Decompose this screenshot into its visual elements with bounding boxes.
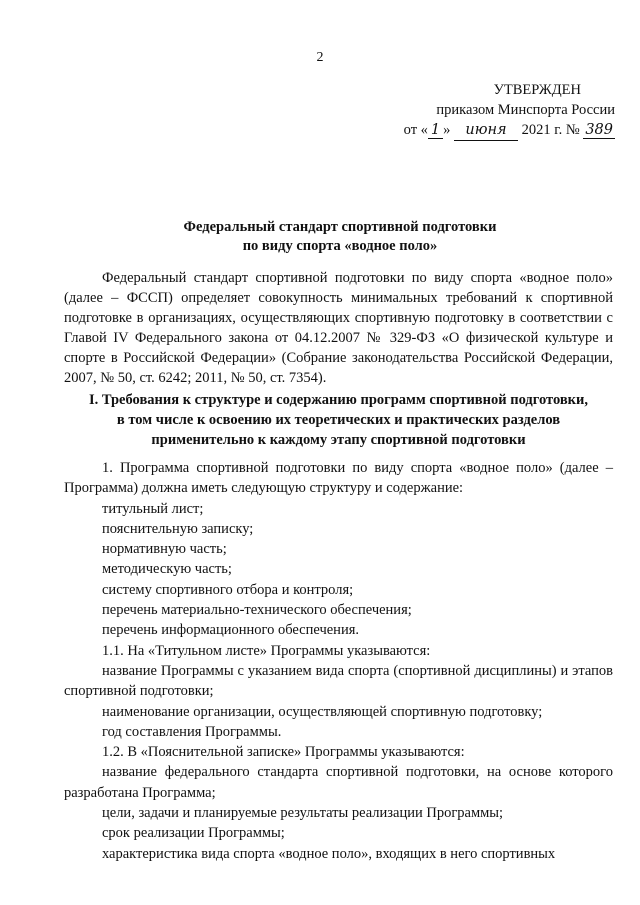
- date-suffix: »: [443, 122, 451, 138]
- year-number-label: 2021 г. №: [521, 122, 580, 138]
- list-item: цели, задачи и планируемые результаты реализации Программы;: [102, 805, 504, 822]
- section-heading-line-2: в том числе к освоению их теоретических и практических разделов: [116, 412, 561, 428]
- requirements-list: [64, 458, 613, 864]
- approval-block: [380, 80, 615, 141]
- list-item: наименование организации, осуществляющей спортивную подготовку;: [102, 703, 543, 720]
- handwritten-month: июня: [454, 120, 518, 141]
- approval-order: приказом Минспорта России: [436, 102, 615, 118]
- list-item: название Программы с указанием вида спорта (спортивной дисциплины) и этапов спортивной подготовки;: [64, 662, 613, 700]
- list-item: методическую часть;: [102, 561, 232, 578]
- list-item: характеристика вида спорта «водное поло», входящих в него спортивных: [102, 845, 556, 862]
- list-item: 1. Программа спортивной подготовки по виду спорта «водное поло» (далее – Программа) должна иметь следующую структуру и содержание:: [64, 460, 613, 497]
- list-item: название федерального стандарта спортивной подготовки, на основе которого разработана Программа;: [64, 764, 613, 801]
- list-item: 1.2. В «Пояснительной записке» Программы указываются:: [102, 744, 465, 761]
- document-title-line-2: по виду спорта «водное поло»: [242, 238, 438, 254]
- date-prefix: от «: [403, 122, 428, 138]
- handwritten-day: 1: [428, 122, 443, 139]
- approval-title: УТВЕРЖДЕН: [493, 82, 581, 98]
- list-item: перечень информационного обеспечения.: [102, 622, 359, 639]
- list-item: 1.1. На «Титульном листе» Программы указываются:: [102, 642, 431, 659]
- section-heading: [64, 390, 613, 450]
- list-item: титульный лист;: [102, 500, 204, 517]
- list-item: год составления Программы.: [102, 723, 282, 740]
- handwritten-number: 389: [585, 122, 613, 138]
- list-item: систему спортивного отбора и контроля;: [102, 581, 354, 598]
- section-heading-line-3: применительно к каждому этапу спортивной подготовки: [151, 432, 526, 448]
- list-item: перечень материально-технического обеспечения;: [102, 602, 412, 619]
- list-item: срок реализации Программы;: [102, 825, 285, 842]
- list-item: нормативную часть;: [102, 541, 227, 558]
- list-item: пояснительную записку;: [102, 520, 254, 537]
- page-number: 2: [316, 50, 324, 65]
- section-heading-line-1: I. Требования к структуре и содержанию программ спортивной подготовки,: [88, 392, 589, 408]
- intro-paragraph: Федеральный стандарт спортивной подготовки по виду спорта «водное поло» (далее – ФССП) определяет совокупность минимальных требований к спортивной подготовке в организациях, осуществляющих спортивную подготовку в соответствии с Главой IV Федерального закона от 04.12.2007 № 329-ФЗ «О физической культуре и спорте в Российской Федерации» (Собрание законодательства Российской Федерации, 2007, № 50, ст. 6242; 2011, № 50, ст. 7354).: [64, 270, 613, 386]
- approval-date-line: [380, 120, 615, 141]
- document-title-line-1: Федеральный стандарт спортивной подготовки: [183, 219, 497, 235]
- document-title: [60, 218, 620, 256]
